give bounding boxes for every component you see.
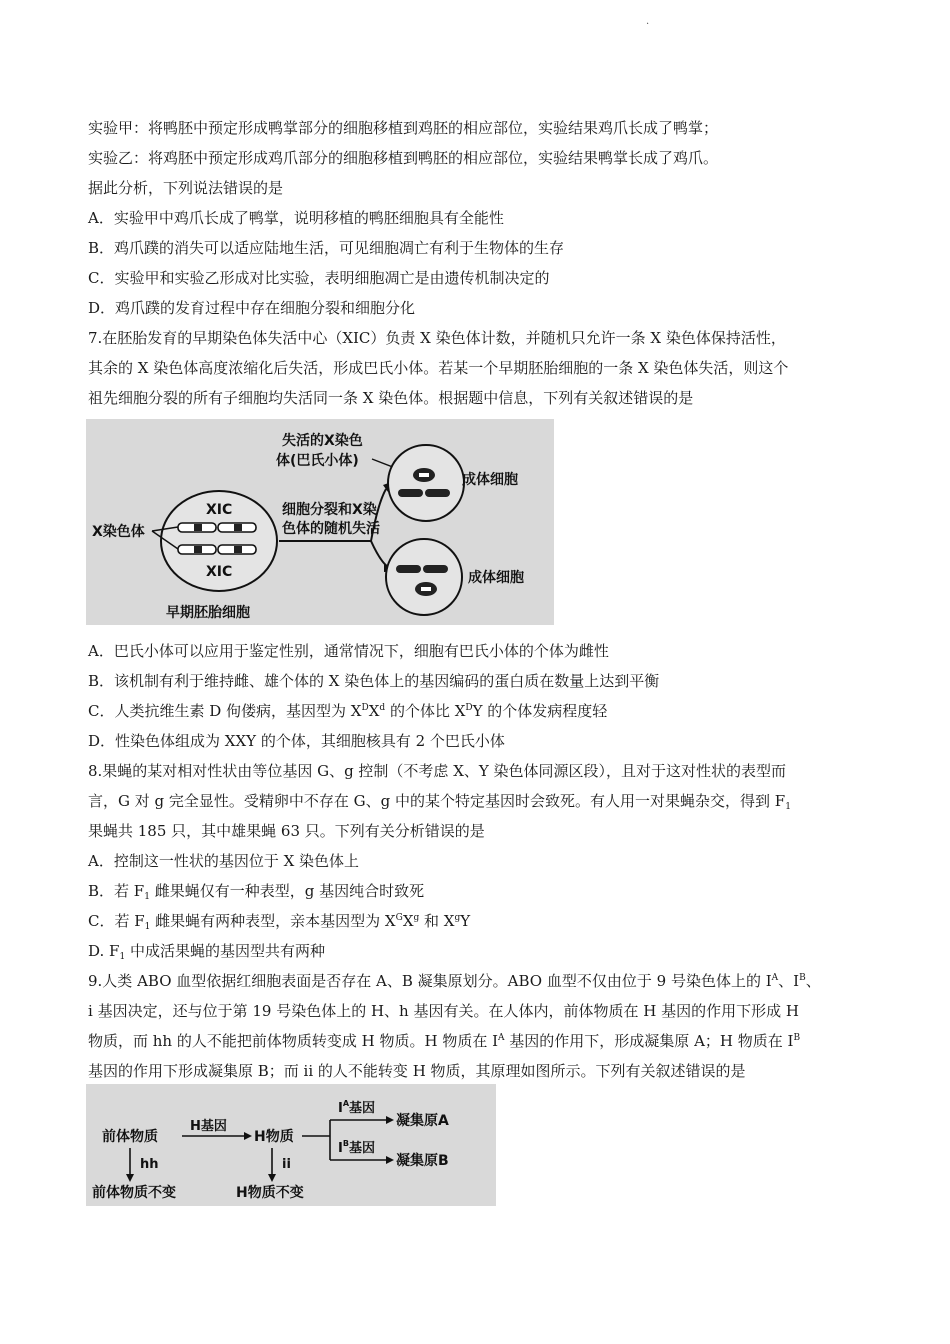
page-mark: .	[646, 16, 650, 27]
adult-cell-label-lower: 成体细胞	[468, 570, 524, 586]
adult-cell-lower	[386, 539, 462, 615]
process-label-line-2: 色体的随机失活	[282, 521, 380, 537]
h-gene-label: H基因	[190, 1119, 227, 1134]
ib-gene-label: $I^B$基因	[338, 1139, 375, 1156]
x-inactivation-figure	[86, 419, 554, 625]
q8-stem-line-1: 8.果蝇的某对相对性状由等位基因 G、g 控制（不考虑 X、Y 染色体同源区段），且对于这对性状的表型而	[88, 762, 787, 780]
adult-cell-label-upper: 成体细胞	[462, 472, 518, 488]
q6-prompt: 据此分析，下列说法错误的是	[88, 179, 284, 197]
agglutinogen-b-label: 凝集原B	[396, 1153, 449, 1169]
process-label-line-1: 细胞分裂和X染	[282, 502, 377, 518]
inactive-x-label-line-2: 体(巴氏小体)	[276, 453, 359, 469]
q6-option-b: B．鸡爪蹼的消失可以适应陆地生活，可见细胞凋亡有利于生物体的生存	[88, 239, 565, 257]
q9-stem-line-3: 物质，而 hh 的人不能把前体物质转变成 H 物质。H 物质在 $I^A$ 基因的作用下，形成凝集原 A；H 物质在 $I^B$	[88, 1032, 801, 1050]
agglutinogen-a-label: 凝集原A	[396, 1113, 449, 1129]
q7-stem-line-3: 祖先细胞分裂的所有子细胞均失活同一条 X 染色体。根据题中信息，下列有关叙述错误的是	[88, 389, 694, 407]
xic-label-bottom: XIC	[206, 564, 233, 580]
q6-option-c: C．实验甲和实验乙形成对比实验，表明细胞凋亡是由遗传机制决定的	[88, 269, 550, 287]
q8-option-c: C．若 $F_1$ 雌果蝇有两种表型，亲本基因型为 $X^GX^g$ 和 $X^gY$	[88, 912, 471, 932]
x-inactivation-diagram	[86, 419, 554, 625]
q7-option-d: D．性染色体组成为 XXY 的个体，其细胞核具有 2 个巴氏小体	[88, 732, 505, 750]
arrow-to-lower-cell	[371, 541, 388, 567]
ia-gene-label: $I^A$基因	[338, 1099, 376, 1116]
hh-label: hh	[140, 1157, 159, 1172]
q9-stem-line-1: 9.人类 ABO 血型依据红细胞表面是否存在 A、B 凝集原划分。ABO 血型不仅由位于 9 号染色体上的 $I^A$、$I^B$、	[88, 972, 821, 990]
q6-experiment-b: 实验乙：将鸡胚中预定形成鸡爪部分的细胞移植到鸭胚的相应部位，实验结果鸭掌长成了鸡爪。	[88, 149, 719, 167]
q7-stem-line-2: 其余的 X 染色体高度浓缩化后失活，形成巴氏小体。若某一个早期胚胎细胞的一条 X 染色体失活，则这个	[88, 359, 789, 377]
q6-experiment-a: 实验甲：将鸭胚中预定形成鸭掌部分的细胞移植到鸡胚的相应部位，实验结果鸡爪长成了鸭掌；	[88, 119, 719, 137]
h-substance-label: H物质	[254, 1129, 294, 1145]
q6-option-d: D．鸡爪蹼的发育过程中存在细胞分裂和细胞分化	[88, 299, 416, 317]
precursor-label: 前体物质	[102, 1129, 158, 1145]
q7-option-a: A．巴氏小体可以应用于鉴定性别，通常情况下，细胞有巴氏小体的个体为雌性	[88, 642, 609, 660]
x-chromosome-label: X染色体	[92, 524, 145, 540]
q8-option-b: B．若 $F_1$ 雌果蝇仅有一种表型，g 基因纯合时致死	[88, 882, 425, 902]
q8-stem-line-2: 言，G 对 g 完全显性。受精卵中不存在 G、g 中的某个特定基因时会致死。有人用一对果蝇杂交，得到 $F_1$	[88, 792, 791, 812]
early-cell-label: 早期胚胎细胞	[166, 605, 250, 621]
ii-label: ii	[282, 1157, 291, 1172]
adult-cell-upper	[388, 445, 464, 521]
q9-stem-line-4: 基因的作用下形成凝集原 B；而 ii 的人不能转变 H 物质，其原理如图所示。下列有关叙述错误的是	[88, 1062, 746, 1080]
inactive-x-label-line-1: 失活的X染色	[282, 433, 363, 449]
abo-pathway-figure	[86, 1084, 496, 1206]
q9-stem-line-2: i 基因决定，还与位于第 19 号染色体上的 H、h 基因有关。在人体内，前体物质在 H 基因的作用下形成 H	[88, 1002, 799, 1020]
precursor-unchanged-label: 前体物质不变	[92, 1185, 176, 1201]
q8-stem-line-3: 果蝇共 185 只，其中雄果蝇 63 只。下列有关分析错误的是	[88, 822, 485, 840]
abo-pathway-diagram	[86, 1084, 496, 1206]
q7-stem-line-1: 7.在胚胎发育的早期染色体失活中心（XIC）负责 X 染色体计数，并随机只允许一条 X 染色体保持活性，	[88, 329, 786, 347]
xic-label-top: XIC	[206, 502, 233, 518]
q8-option-d: D. $F_1$ 中成活果蝇的基因型共有两种	[88, 942, 325, 962]
q6-option-a: A．实验甲中鸡爪长成了鸭掌，说明移植的鸭胚细胞具有全能性	[88, 209, 504, 227]
q7-option-c: C．人类抗维生素 D 佝偻病，基因型为 $X^DX^d$ 的个体比 $X^DY$ 的个体发病程度轻	[88, 702, 608, 720]
q7-option-b: B．该机制有利于维持雌、雄个体的 X 染色体上的基因编码的蛋白质在数量上达到平衡	[88, 672, 660, 690]
h-unchanged-label: H物质不变	[236, 1185, 304, 1201]
q8-option-a: A．控制这一性状的基因位于 X 染色体上	[88, 852, 360, 870]
